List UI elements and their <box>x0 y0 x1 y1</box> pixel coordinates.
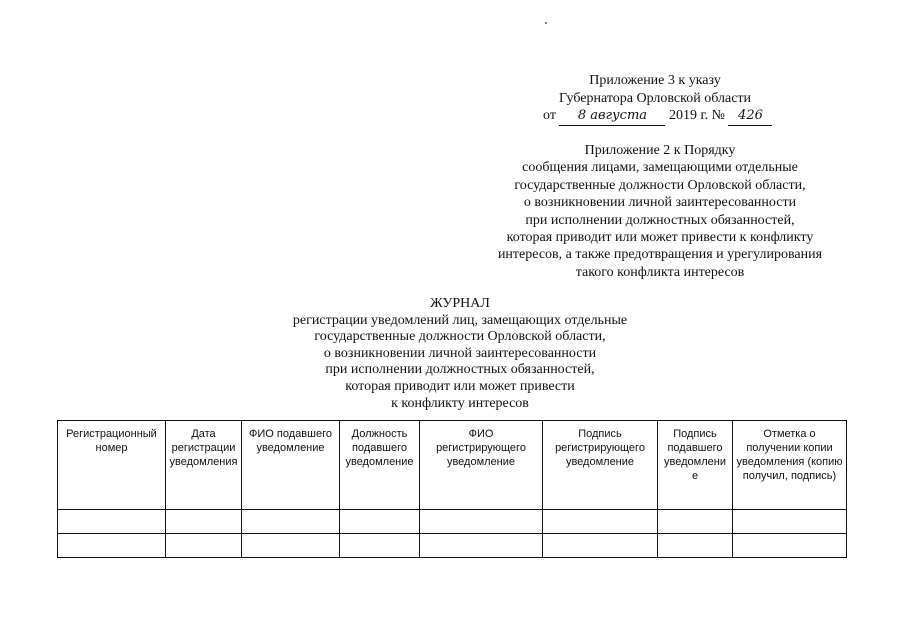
table-cell <box>340 510 420 534</box>
table-cell <box>58 510 166 534</box>
journal-line: к конфликту интересов <box>391 395 529 411</box>
order-line: которая приводит или может привести к конфликту <box>506 230 814 246</box>
order-appendix-header <box>480 142 840 281</box>
order-line: сообщения лицами, замещающими отдельные <box>522 160 798 176</box>
decree-date-number-line <box>543 107 793 126</box>
table-cell <box>166 510 242 534</box>
table-cell <box>242 510 340 534</box>
table-cell <box>658 534 733 558</box>
handwritten-number: 426 <box>728 107 772 126</box>
journal-line: при исполнении должностных обязанностей, <box>325 362 595 378</box>
order-line: такого конфликта интересов <box>575 264 745 280</box>
order-line: государственные должности Орловской области, <box>514 177 806 193</box>
table-cell <box>733 534 847 558</box>
decree-appendix-header <box>505 72 805 108</box>
column-header: Подпись подавшего уведомление <box>658 421 733 510</box>
from-label: от <box>543 108 556 123</box>
table-cell <box>543 510 658 534</box>
table-cell <box>543 534 658 558</box>
table-row <box>58 510 847 534</box>
table-header-row <box>58 421 847 510</box>
journal-line: регистрации уведомлений лиц, замещающих отдельные <box>292 312 628 328</box>
table-cell <box>58 534 166 558</box>
column-header: Дата регистрации уведомления <box>166 421 242 510</box>
order-line: Приложение 2 к Порядку <box>584 143 736 158</box>
appendix-line: Приложение 3 к указу <box>589 73 721 88</box>
journal-line: государственные должности Орловской области, <box>314 329 606 345</box>
journal-line: которая приводит или может привести <box>345 378 575 394</box>
order-line: о возникновении личной заинтересованности <box>523 195 797 211</box>
column-header: ФИО подавшего уведомление <box>242 421 340 510</box>
journal-title-block <box>250 296 670 412</box>
journal-title: ЖУРНАЛ <box>430 296 490 311</box>
registration-table <box>57 420 847 558</box>
year-number-label: 2019 г. № <box>668 108 725 123</box>
table-cell <box>166 534 242 558</box>
column-header: Регистрационный номер <box>58 421 166 510</box>
order-line: при исполнении должностных обязанностей, <box>525 212 795 228</box>
table-cell <box>242 534 340 558</box>
column-header: Подпись регистрирующего уведомление <box>543 421 658 510</box>
table-cell <box>420 510 543 534</box>
column-header: Должность подавшего уведомление <box>340 421 420 510</box>
table-cell <box>733 510 847 534</box>
table-cell <box>658 510 733 534</box>
column-header: ФИО регистрирующего уведомление <box>420 421 543 510</box>
scan-speck <box>545 22 547 24</box>
journal-line: о возникновении личной заинтересованности <box>323 345 597 361</box>
table-cell <box>420 534 543 558</box>
order-line: интересов, а также предотвращения и урегулирования <box>497 247 823 263</box>
table-row <box>58 534 847 558</box>
column-header: Отметка о получении копии уведомления (копию получил, подпись) <box>733 421 847 510</box>
handwritten-date: 8 августа <box>559 107 665 126</box>
appendix-line: Губернатора Орловской области <box>558 91 752 106</box>
table-cell <box>340 534 420 558</box>
